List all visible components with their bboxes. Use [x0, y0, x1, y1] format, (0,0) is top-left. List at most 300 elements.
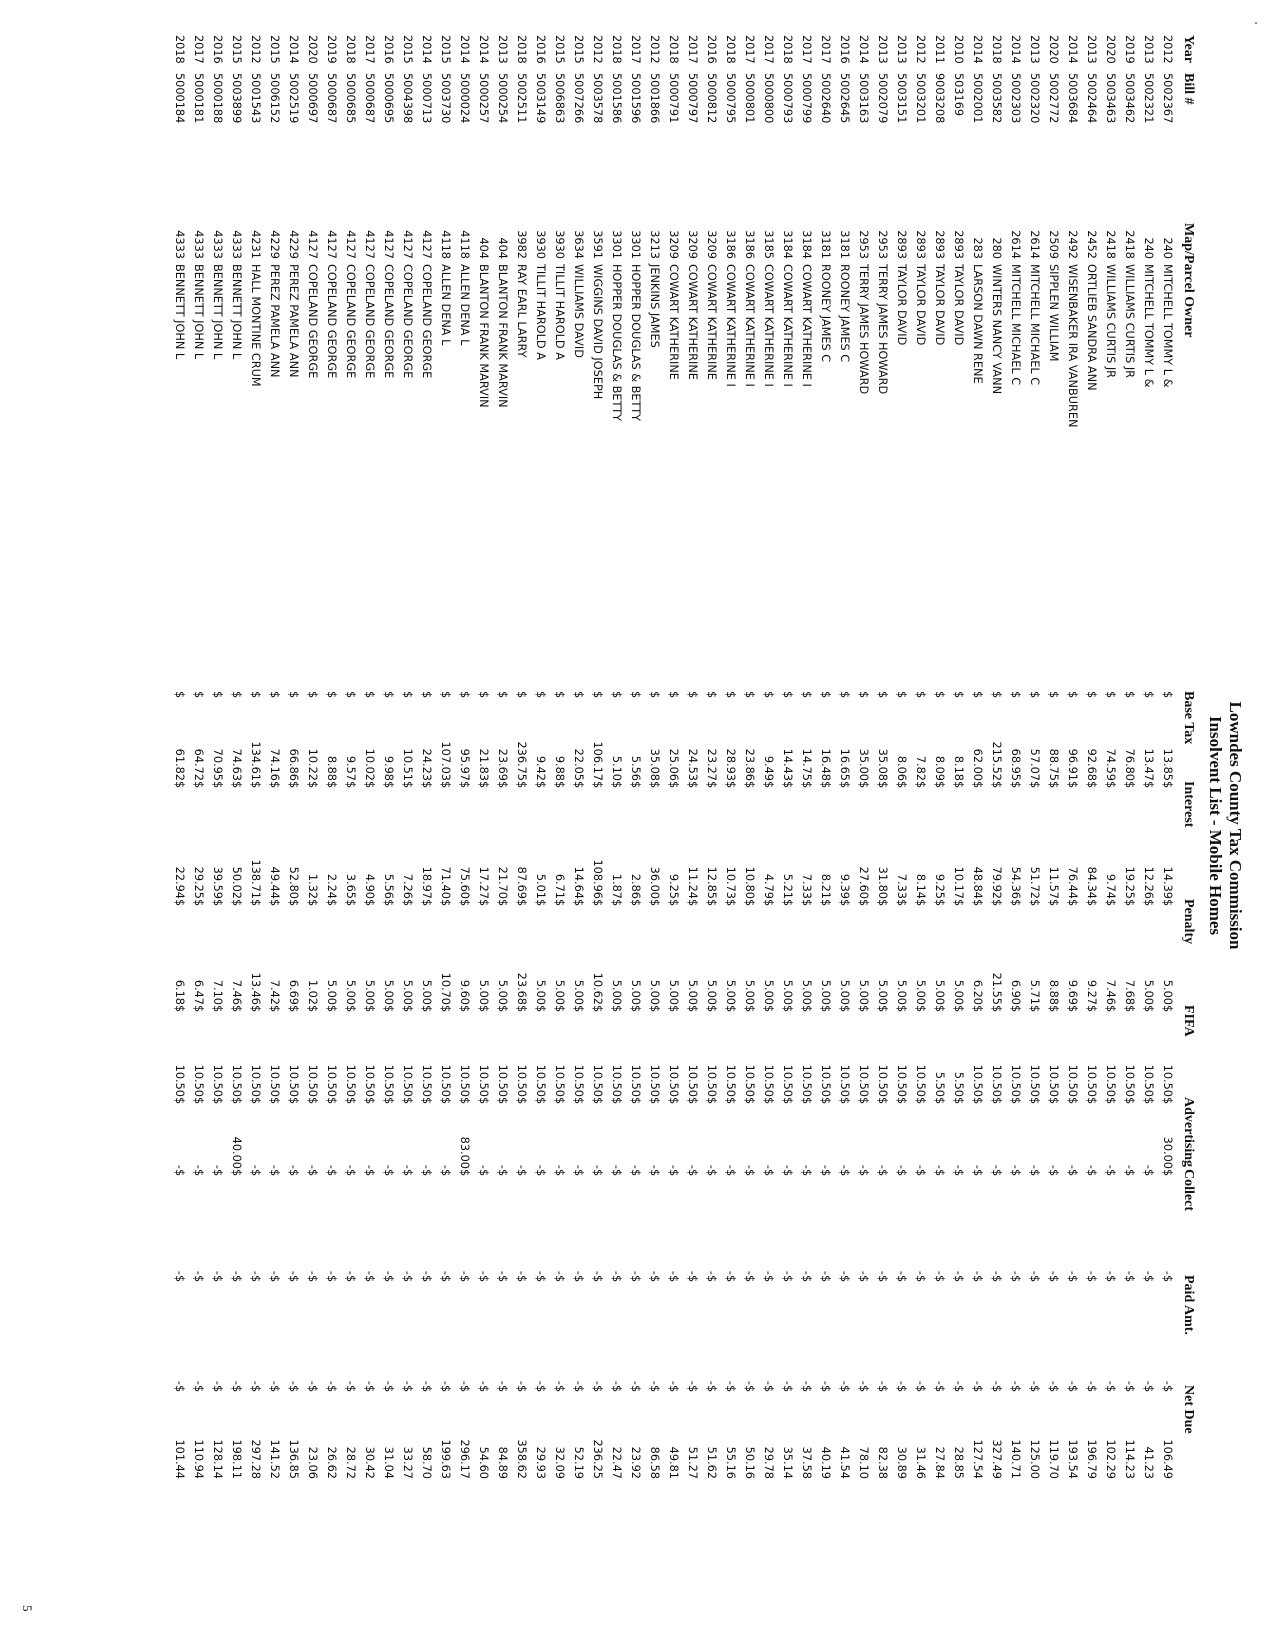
dollar-sign: $ [1142, 1097, 1155, 1105]
cell-bill-number: 5000181 [192, 73, 205, 124]
cell-penalty: 5.00 [933, 979, 946, 1005]
cell-paid: - [496, 1380, 509, 1385]
cell-bill-number: 5002303 [1009, 73, 1022, 124]
dollar-sign: $ [1047, 1385, 1060, 1393]
dollar-sign: $ [781, 1005, 794, 1013]
cell-owner: PEREZ PAMELA ANN [287, 264, 300, 378]
cell-owner: COPELAND GEORGE [344, 264, 357, 379]
cell-interest: 1.32 [306, 873, 319, 899]
dollar-sign: $ [724, 1275, 737, 1283]
cell-paid: - [325, 1380, 338, 1385]
dollar-sign: $ [895, 1275, 908, 1283]
dollar-sign: $ [420, 1275, 433, 1283]
cell-paid: - [1142, 1380, 1155, 1385]
cell-net: 82.38 [876, 1446, 889, 1479]
dollar-sign: $ [268, 1385, 281, 1393]
cell-year: 2019 [1123, 35, 1136, 64]
dollar-sign: $ [1047, 691, 1060, 699]
cell-interest: 71.40 [439, 866, 452, 899]
cell-advertising: - [743, 1164, 756, 1169]
cell-map-parcel: 3181 [838, 230, 851, 259]
cell-collect: - [344, 1270, 357, 1275]
cell-map-owner [1101, 223, 1120, 691]
document-subtitle: Insolvent List - Mobile Homes [1206, 715, 1225, 936]
cell-base: 74.59 [1104, 748, 1117, 781]
cell-fifa: 10.50 [1047, 1064, 1060, 1097]
cell-year: 2013 [496, 35, 509, 64]
dollar-sign: $ [1161, 1097, 1174, 1105]
cell-collect: - [667, 1270, 680, 1275]
cell-map-owner [816, 223, 835, 691]
cell-base: 62.00 [971, 748, 984, 781]
dollar-sign: $ [496, 1385, 509, 1393]
dollar-sign: $ [591, 781, 604, 789]
cell-collect: - [287, 1270, 300, 1275]
cell-owner: HOPPER DOUGLAS & BETTY [610, 264, 623, 422]
cell-penalty: 21.55 [990, 972, 1003, 1005]
cell-base: 23.27 [705, 748, 718, 781]
cell-map-parcel: 3591 [591, 230, 604, 259]
dollar-sign: $ [952, 1169, 965, 1177]
cell-penalty: 23.68 [515, 972, 528, 1005]
cell-map-parcel: 3184 [800, 230, 813, 259]
dollar-sign: $ [1009, 1005, 1022, 1013]
cell-penalty: 6.90 [1009, 979, 1022, 1005]
cell-penalty: 5.00 [914, 979, 927, 1005]
dollar-sign: $ [648, 781, 661, 789]
cell-owner: ORTLIEB SANDRA ANN [1085, 264, 1098, 391]
table-row [683, 35, 702, 1479]
cell-year: 2012 [648, 35, 661, 64]
cell-interest: 19.25 [1123, 866, 1136, 899]
cell-fifa: 10.50 [591, 1064, 604, 1097]
cell-owner: ROONEY JAMES C [838, 264, 851, 363]
cell-map-owner [1063, 223, 1082, 691]
cell-penalty: 5.00 [629, 979, 642, 1005]
cell-base: 9.49 [762, 755, 775, 781]
cell-penalty: 5.00 [363, 979, 376, 1005]
cell-net: 58.70 [420, 1446, 433, 1479]
cell-year: 2020 [306, 35, 319, 64]
dollar-sign: $ [1047, 1275, 1060, 1283]
dollar-sign: $ [686, 691, 699, 699]
cell-fifa: 10.50 [534, 1064, 547, 1097]
dollar-sign: $ [534, 899, 547, 907]
cell-paid: - [249, 1380, 262, 1385]
dollar-sign: $ [1161, 1275, 1174, 1283]
cell-paid: - [287, 1380, 300, 1385]
cell-advertising: - [534, 1164, 547, 1169]
cell-fifa: 10.50 [382, 1064, 395, 1097]
cell-map-owner [1025, 223, 1044, 691]
dollar-sign: $ [819, 1385, 832, 1393]
cell-fifa: 10.50 [553, 1064, 566, 1097]
table-row [227, 35, 246, 1479]
cell-map-parcel: 3213 [648, 230, 661, 259]
insolvent-list-table [170, 35, 1197, 1479]
cell-collect: - [724, 1270, 737, 1275]
cell-collect: - [173, 1270, 186, 1275]
cell-net: 37.58 [800, 1446, 813, 1479]
cell-bill-number: 5000687 [363, 73, 376, 124]
dollar-sign: $ [363, 1275, 376, 1283]
dollar-sign: $ [534, 1169, 547, 1177]
dollar-sign: $ [743, 1169, 756, 1177]
cell-fifa: 10.50 [192, 1064, 205, 1097]
cell-year: 2018 [724, 35, 737, 64]
dollar-sign: $ [192, 1385, 205, 1393]
dollar-sign: $ [363, 691, 376, 699]
cell-advertising: - [1028, 1164, 1041, 1169]
cell-interest: 4.90 [363, 873, 376, 899]
cell-base: 92.68 [1085, 748, 1098, 781]
dollar-sign: $ [287, 1005, 300, 1013]
cell-map-parcel: 4127 [325, 230, 338, 259]
dollar-sign: $ [1161, 1169, 1174, 1177]
dollar-sign: $ [420, 1169, 433, 1177]
cell-year: 2015 [268, 35, 281, 64]
cell-map-owner [626, 223, 645, 691]
cell-net: 297.28 [249, 1439, 262, 1479]
dollar-sign: $ [325, 1005, 338, 1013]
cell-map-parcel: 404 [477, 237, 490, 259]
cell-paid: - [686, 1380, 699, 1385]
column-header-net-due: Net Due [1181, 1385, 1196, 1434]
cell-advertising: - [686, 1164, 699, 1169]
dollar-sign: $ [439, 1169, 452, 1177]
cell-fifa: 10.50 [401, 1064, 414, 1097]
dollar-sign: $ [325, 691, 338, 699]
cell-interest: 1.87 [610, 873, 623, 899]
cell-collect: - [876, 1270, 889, 1275]
cell-net: 49.81 [667, 1446, 680, 1479]
cell-owner: HALL MONTINE CRUM [249, 264, 262, 387]
table-row [702, 35, 721, 1479]
cell-year: 2013 [876, 35, 889, 64]
dollar-sign: $ [363, 1005, 376, 1013]
cell-net: 27.84 [933, 1446, 946, 1479]
cell-net: 29.93 [534, 1446, 547, 1479]
cell-penalty: 9.69 [1066, 979, 1079, 1005]
cell-base: 9.88 [553, 755, 566, 781]
table-row [987, 35, 1006, 1479]
cell-interest: 10.17 [952, 866, 965, 899]
dollar-sign: $ [971, 899, 984, 907]
dollar-sign: $ [553, 1275, 566, 1283]
cell-year: 2017 [629, 35, 642, 64]
dollar-sign: $ [667, 691, 680, 699]
cell-owner: COPELAND GEORGE [325, 264, 338, 379]
dollar-sign: $ [610, 1385, 623, 1393]
cell-year: 2012 [1161, 35, 1174, 64]
cell-bill-number: 5002320 [1028, 73, 1041, 124]
cell-map-parcel: 3186 [724, 230, 737, 259]
cell-paid: - [933, 1380, 946, 1385]
cell-bill-number: 5003462 [1123, 73, 1136, 124]
cell-paid: - [876, 1380, 889, 1385]
cell-advertising: - [838, 1164, 851, 1169]
dollar-sign: $ [287, 1097, 300, 1105]
cell-fifa: 10.50 [1066, 1064, 1079, 1097]
cell-map-parcel: 4118 [458, 230, 471, 259]
dollar-sign: $ [515, 691, 528, 699]
cell-penalty: 6.69 [287, 979, 300, 1005]
cell-net: 31.46 [914, 1446, 927, 1479]
cell-interest: 10.80 [743, 866, 756, 899]
dollar-sign: $ [1047, 1169, 1060, 1177]
dollar-sign: $ [477, 1005, 490, 1013]
dollar-sign: $ [572, 899, 585, 907]
dollar-sign: $ [439, 781, 452, 789]
cell-advertising: - [990, 1164, 1003, 1169]
dollar-sign: $ [667, 1005, 680, 1013]
dollar-sign: $ [306, 1005, 319, 1013]
cell-advertising: - [667, 1164, 680, 1169]
cell-base: 35.08 [876, 748, 889, 781]
dollar-sign: $ [800, 691, 813, 699]
dollar-sign: $ [192, 781, 205, 789]
table-row [208, 35, 227, 1479]
cell-interest: 7.26 [401, 873, 414, 899]
dollar-sign: $ [667, 1385, 680, 1393]
dollar-sign: $ [610, 1097, 623, 1105]
cell-collect: - [990, 1270, 1003, 1275]
cell-map-parcel: 2418 [1123, 230, 1136, 259]
cell-collect: - [1028, 1270, 1041, 1275]
cell-owner: COWART KATHERINE [686, 264, 699, 380]
cell-bill-number: 5000800 [762, 73, 775, 124]
dollar-sign: $ [1142, 1169, 1155, 1177]
cell-penalty: 6.18 [173, 979, 186, 1005]
cell-base: 16.48 [819, 748, 832, 781]
dollar-sign: $ [857, 1275, 870, 1283]
cell-map-owner [949, 223, 968, 691]
cell-map-owner [683, 223, 702, 691]
table-row [759, 35, 778, 1479]
dollar-sign: $ [629, 781, 642, 789]
dollar-sign: $ [591, 1385, 604, 1393]
dollar-sign: $ [572, 1385, 585, 1393]
cell-base: 21.83 [477, 748, 490, 781]
cell-bill-number: 5003899 [230, 73, 243, 124]
dollar-sign: $ [1123, 781, 1136, 789]
cell-year: 2020 [1047, 35, 1060, 64]
cell-fifa: 10.50 [762, 1064, 775, 1097]
dollar-sign: $ [629, 899, 642, 907]
cell-net: 78.10 [857, 1446, 870, 1479]
cell-year: 2015 [553, 35, 566, 64]
cell-penalty: 5.00 [1142, 979, 1155, 1005]
cell-base: 106.17 [591, 741, 604, 781]
cell-penalty: 5.00 [553, 979, 566, 1005]
dollar-sign: $ [496, 781, 509, 789]
cell-base: 66.86 [287, 748, 300, 781]
dollar-sign: $ [1142, 691, 1155, 699]
column-header-paid-amt: Paid Amt. [1181, 1275, 1196, 1335]
cell-advertising: - [895, 1164, 908, 1169]
cell-interest: 14.64 [572, 866, 585, 899]
dollar-sign: $ [249, 1385, 262, 1393]
cell-owner: WILLIAMS DAVID [572, 264, 585, 358]
cell-interest: 79.92 [990, 866, 1003, 899]
cell-map-parcel: 2893 [933, 230, 946, 259]
dollar-sign: $ [458, 1275, 471, 1283]
dollar-sign: $ [1009, 1275, 1022, 1283]
cell-collect: - [211, 1270, 224, 1275]
cell-map-parcel: 3185 [762, 230, 775, 259]
cell-net: 114.23 [1123, 1439, 1136, 1479]
cell-year: 2014 [1009, 35, 1022, 64]
cell-interest: 6.71 [553, 873, 566, 899]
cell-fifa: 10.50 [686, 1064, 699, 1097]
column-header-penalty: Penalty [1181, 899, 1196, 945]
dollar-sign: $ [743, 1097, 756, 1105]
cell-year: 2014 [971, 35, 984, 64]
cell-interest: 8.21 [819, 873, 832, 899]
dollar-sign: $ [610, 1005, 623, 1013]
table-row [911, 35, 930, 1479]
cell-map-owner [474, 223, 493, 691]
cell-net: 86.58 [648, 1446, 661, 1479]
cell-year: 2016 [534, 35, 547, 64]
dollar-sign: $ [382, 1385, 395, 1393]
dollar-sign: $ [268, 1005, 281, 1013]
cell-bill-number: 5003463 [1104, 73, 1117, 124]
cell-map-parcel: 3982 [515, 230, 528, 259]
dollar-sign: $ [230, 1275, 243, 1283]
cell-fifa: 10.50 [420, 1064, 433, 1097]
dollar-sign: $ [1161, 781, 1174, 789]
cell-year: 2011 [933, 35, 946, 64]
table-row [816, 35, 835, 1479]
table-row [284, 35, 303, 1479]
dollar-sign: $ [458, 1097, 471, 1105]
dollar-sign: $ [819, 1169, 832, 1177]
cell-net: 51.62 [705, 1446, 718, 1479]
cell-map-owner [417, 223, 436, 691]
cell-interest: 75.60 [458, 866, 471, 899]
dollar-sign: $ [1085, 899, 1098, 907]
dollar-sign: $ [515, 1385, 528, 1393]
cell-collect: - [705, 1270, 718, 1275]
cell-fifa: 10.50 [344, 1064, 357, 1097]
cell-bill-number: 5000812 [705, 73, 718, 124]
dollar-sign: $ [439, 899, 452, 907]
cell-map-owner [588, 223, 607, 691]
dollar-sign: $ [667, 1169, 680, 1177]
dollar-sign: $ [781, 1385, 794, 1393]
cell-bill-number: 5001596 [629, 73, 642, 124]
dollar-sign: $ [762, 1169, 775, 1177]
table-row [892, 35, 911, 1479]
dollar-sign: $ [857, 1097, 870, 1105]
cell-owner: BENNETT JOHN L [192, 264, 205, 360]
dollar-sign: $ [496, 1097, 509, 1105]
cell-net: 125.00 [1028, 1439, 1041, 1479]
cell-base: 5.56 [629, 755, 642, 781]
cell-year: 2015 [230, 35, 243, 64]
cell-fifa: 10.50 [876, 1064, 889, 1097]
dollar-sign: $ [287, 1169, 300, 1177]
cell-map-parcel: 2893 [914, 230, 927, 259]
dollar-sign: $ [1123, 1385, 1136, 1393]
cell-map-owner [702, 223, 721, 691]
cell-collect: - [249, 1270, 262, 1275]
cell-advertising: - [496, 1164, 509, 1169]
dollar-sign: $ [230, 1169, 243, 1177]
table-row [626, 35, 645, 1479]
cell-fifa: 10.50 [1009, 1064, 1022, 1097]
cell-year: 2019 [325, 35, 338, 64]
cell-interest: 9.39 [838, 873, 851, 899]
cell-base: 70.95 [211, 748, 224, 781]
table-row [417, 35, 436, 1479]
dollar-sign: $ [1085, 1275, 1098, 1283]
cell-owner: MITCHELL TOMMY L & [1142, 264, 1155, 388]
dollar-sign: $ [781, 1169, 794, 1177]
cell-owner: BLANTON FRANK MARVIN [496, 264, 509, 408]
dollar-sign: $ [838, 691, 851, 699]
cell-collect: - [819, 1270, 832, 1275]
cell-map-parcel: 4333 [230, 230, 243, 259]
cell-collect: - [1104, 1270, 1117, 1275]
dollar-sign: $ [724, 1097, 737, 1105]
dollar-sign: $ [724, 1169, 737, 1177]
dollar-sign: $ [1028, 1005, 1041, 1013]
table-row [303, 35, 322, 1479]
cell-advertising: 83.00 [458, 1136, 471, 1169]
table-row [1158, 35, 1177, 1479]
cell-penalty: 7.46 [1104, 979, 1117, 1005]
dollar-sign: $ [1142, 899, 1155, 907]
table-row [398, 35, 417, 1479]
cell-map-owner [512, 223, 531, 691]
cell-base: 68.95 [1009, 748, 1022, 781]
dollar-sign: $ [382, 1275, 395, 1283]
dollar-sign: $ [173, 1275, 186, 1283]
cell-year: 2017 [363, 35, 376, 64]
dollar-sign: $ [192, 1097, 205, 1105]
dollar-sign: $ [477, 1169, 490, 1177]
cell-advertising: - [857, 1164, 870, 1169]
cell-penalty: 5.00 [382, 979, 395, 1005]
dollar-sign: $ [629, 1005, 642, 1013]
cell-year: 2014 [477, 35, 490, 64]
cell-net: 51.27 [686, 1446, 699, 1479]
cell-net: 84.89 [496, 1446, 509, 1479]
dollar-sign: $ [1123, 1169, 1136, 1177]
cell-net: 102.29 [1104, 1439, 1117, 1479]
cell-advertising: - [173, 1164, 186, 1169]
dollar-sign: $ [933, 1275, 946, 1283]
dollar-sign: $ [1142, 1385, 1155, 1393]
dollar-sign: $ [553, 899, 566, 907]
cell-collect: - [762, 1270, 775, 1275]
table-row [436, 35, 455, 1479]
cell-bill-number: 5002367 [1161, 73, 1174, 124]
dollar-sign: $ [287, 691, 300, 699]
cell-map-parcel: 4127 [401, 230, 414, 259]
dollar-sign: $ [515, 1275, 528, 1283]
dollar-sign: $ [344, 1385, 357, 1393]
cell-map-parcel: 4127 [344, 230, 357, 259]
cell-owner: COWART KATHERINE [667, 264, 680, 380]
cell-fifa: 10.50 [287, 1064, 300, 1097]
cell-base: 13.47 [1142, 748, 1155, 781]
dollar-sign: $ [306, 781, 319, 789]
dollar-sign: $ [230, 1385, 243, 1393]
cell-map-owner [360, 223, 379, 691]
